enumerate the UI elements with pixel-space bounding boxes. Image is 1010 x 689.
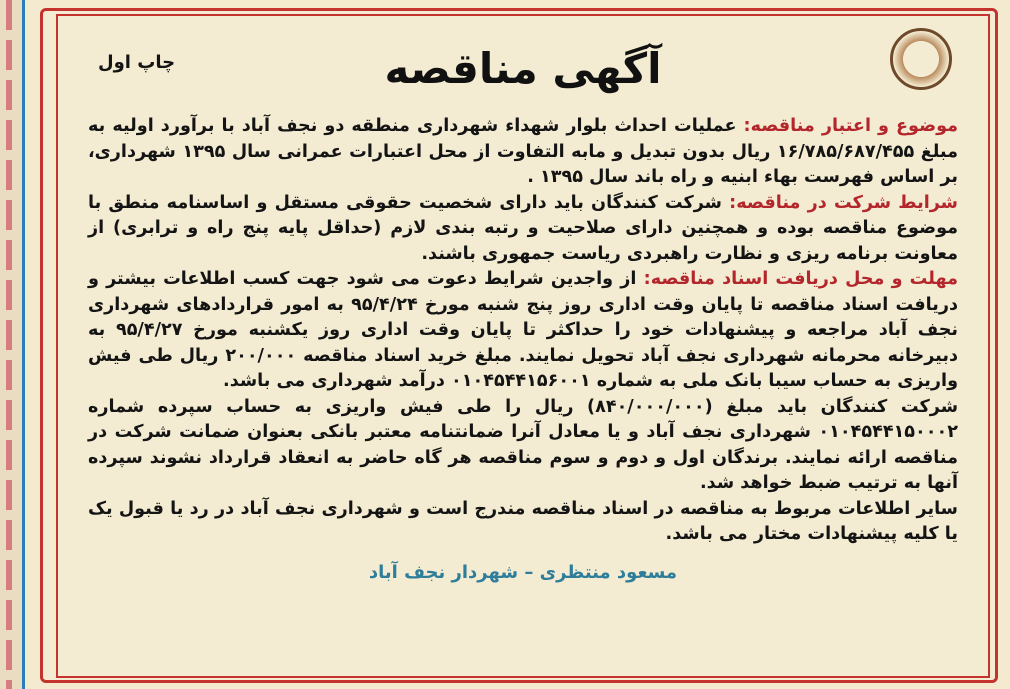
adjacent-page-strip xyxy=(0,0,25,689)
notice-header xyxy=(88,22,958,114)
section-heading: شرایط شرکت در مناقصه: xyxy=(729,192,958,213)
section-text: شرکت کنندگان باید مبلغ (۸۴۰/۰۰۰/۰۰۰) ریال را طی فیش واریزی به حساب سپرده شماره ۰۱۰۴۵۴۴۱۵۰۰۰۲ شهرداری نجف آباد و یا معادل آنرا ضمانتنامه معتبر بانکی بعنوان ضمانت شرکت در مناقصه ارائه نمایند. برندگان اول و دوم و سوم مناقصه هر گاه حاضر به انعقاد قرارداد نشوند سپرده آنها به ترتیب ضبط خواهد شد. xyxy=(88,396,958,493)
print-label: چاپ اول xyxy=(98,52,176,73)
section-guarantee xyxy=(88,395,958,497)
section-text: شرکت کنندگان باید دارای شخصیت حقوقی مستقل و اساسنامه منطق با موضوع مناقصه بوده و همچنین دارای صلاحیت و رتبه بندی لازم (حداقل پایه پنج راه و ترابری) از معاونت برنامه ریزی و نظارت راهبردی ریاست جمهوری باشند. xyxy=(88,192,958,264)
section-heading: مهلت و محل دریافت اسناد مناقصه: xyxy=(643,269,958,289)
section-text: از واجدین شرایط دعوت می شود جهت کسب اطلاعات بیشتر و دریافت اسناد مناقصه تا پایان وقت اداری روز پنج شنبه مورخ ۹۵/۴/۲۴ به امور قراردادهای شهرداری نجف آباد مراجعه و پیشنهادات خود را حداکثر تا پایان وقت اداری روز یکشنبه مورخ ۹۵/۴/۲۷ به دبیرخانه محرمانه شهرداری نجف آباد تحویل نمایند. مبلغ خرید اسناد مناقصه ۲۰۰/۰۰۰ ریال طی فیش واریزی به حساب سیبا بانک ملی به شماره ۰۱۰۴۵۴۴۱۵۶۰۰۱ درآمد شهرداری می باشد. xyxy=(88,269,958,391)
notice-content xyxy=(60,18,986,674)
section-deadline xyxy=(88,267,958,395)
section-other xyxy=(88,497,958,548)
signature: مسعود منتظری – شهردار نجف آباد xyxy=(368,561,678,583)
section-heading: موضوع و اعتبار مناقصه: xyxy=(743,116,958,136)
section-conditions xyxy=(88,191,958,268)
section-text: سایر اطلاعات مربوط به مناقصه در اسناد مناقصه مندرج است و شهرداری نجف آباد در رد یا قبول یک یا کلیه پیشنهادات مختار می باشد. xyxy=(88,498,958,544)
notice-title: آگهی مناقصه xyxy=(384,44,662,93)
section-subject xyxy=(88,114,958,191)
section-text: عملیات احداث بلوار شهداء شهرداری منطقه دو نجف آباد با برآورد اولیه به مبلغ ۱۶/۷۸۵/۶۸۷/۴۵۵ ریال بدون تبدیل و مابه التفاوت از محل اعتبارات عمرانی سال ۱۳۹۵ شهرداری، بر اساس فهرست بهاء ابنیه و راه باند سال ۱۳۹۵ . xyxy=(88,116,959,187)
